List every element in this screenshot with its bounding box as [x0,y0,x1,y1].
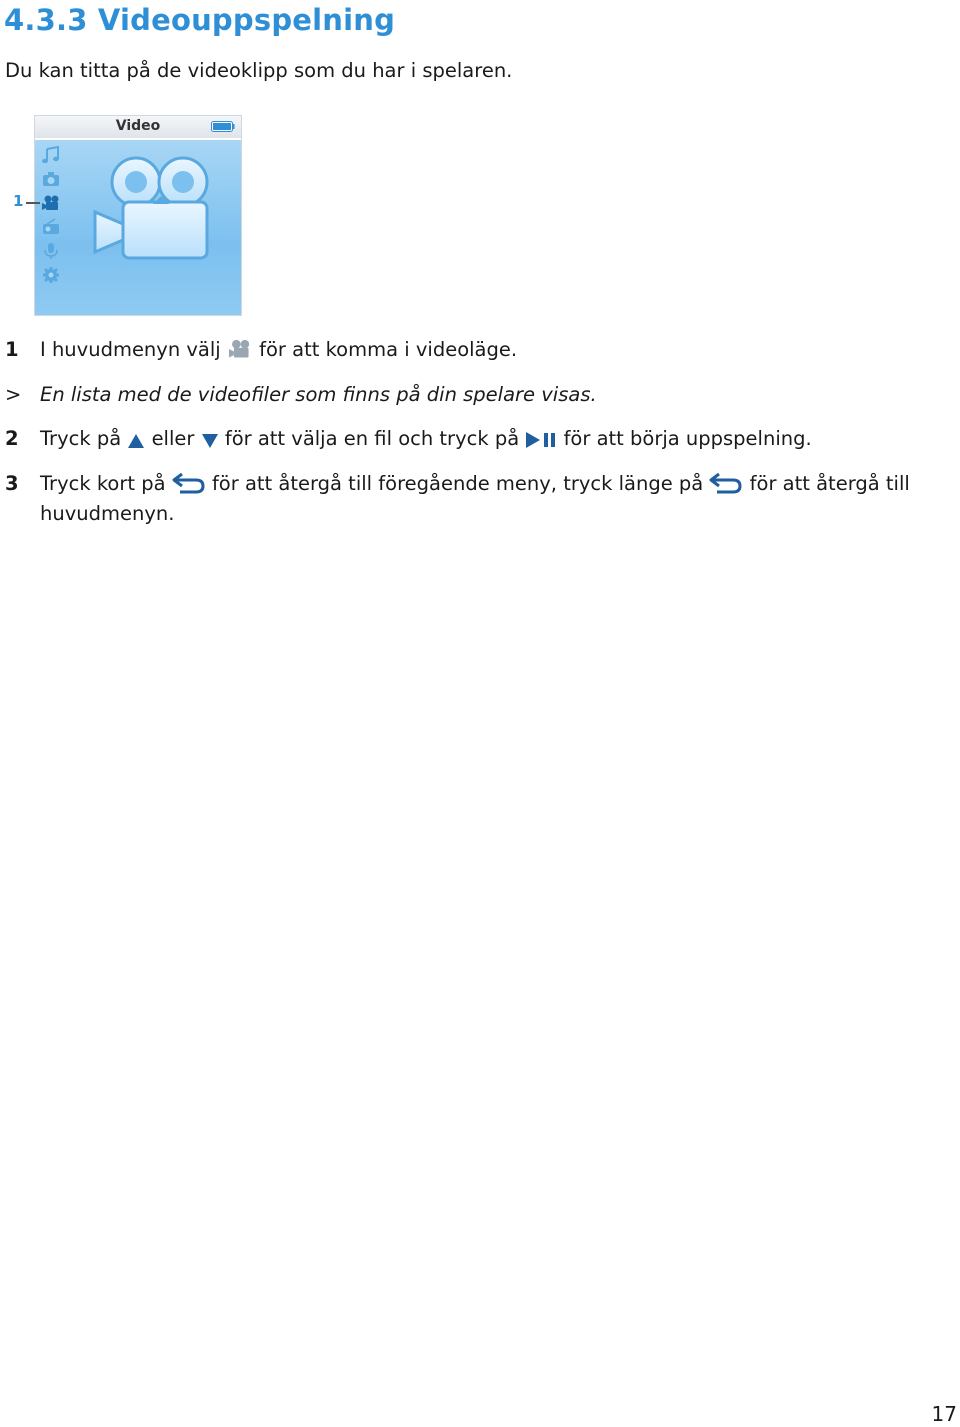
section-heading: 4.3.3 Videouppspelning [4,3,396,37]
step-text: för att återgå till föregående meny, tryck länge på [211,472,704,495]
settings-icon [41,266,61,284]
step-text: för att återgå till [749,472,910,495]
intro-text: Du kan titta på de videoklipp som du har i spelaren. [5,59,513,82]
video-camera-icon [41,194,61,212]
camera-icon [41,170,61,188]
page-number: 17 [931,1402,957,1426]
microphone-icon [41,242,61,260]
device-screenshot [34,115,242,316]
step-text: för att välja en fil och tryck på [224,427,520,450]
back-icon [172,472,206,494]
step-text-continued: huvudmenyn. [40,502,175,525]
step-text: I huvudmenyn välj [40,338,221,361]
device-title: Video [115,118,161,134]
up-arrow-icon [127,433,145,449]
video-camera-large-icon [91,152,221,272]
step-text: för att börja uppspelning. [563,427,812,450]
radio-icon [41,218,61,236]
step-number: 2 [5,427,19,450]
step-number: 1 [5,338,19,361]
step-text: Tryck på [40,427,122,450]
step-text: Tryck kort på [40,472,166,495]
step-result [5,380,597,410]
device-screen [35,140,241,315]
callout-line [26,202,40,204]
step-2 [5,424,812,454]
music-icon [41,146,61,164]
callout-number: 1 [13,192,24,210]
step-text: eller [151,427,195,450]
battery-icon [211,121,235,132]
device-title-bar [35,116,241,138]
result-text: En lista med de videofiler som finns på din spelare visas. [40,383,597,406]
result-marker: > [5,383,22,406]
step-3 [5,469,910,529]
step-number: 3 [5,472,19,495]
step-text: för att komma i videoläge. [259,338,518,361]
back-icon [709,472,743,494]
step-1 [5,335,517,365]
video-camera-icon [227,338,253,360]
play-pause-icon [525,431,557,449]
down-arrow-icon [201,433,219,449]
